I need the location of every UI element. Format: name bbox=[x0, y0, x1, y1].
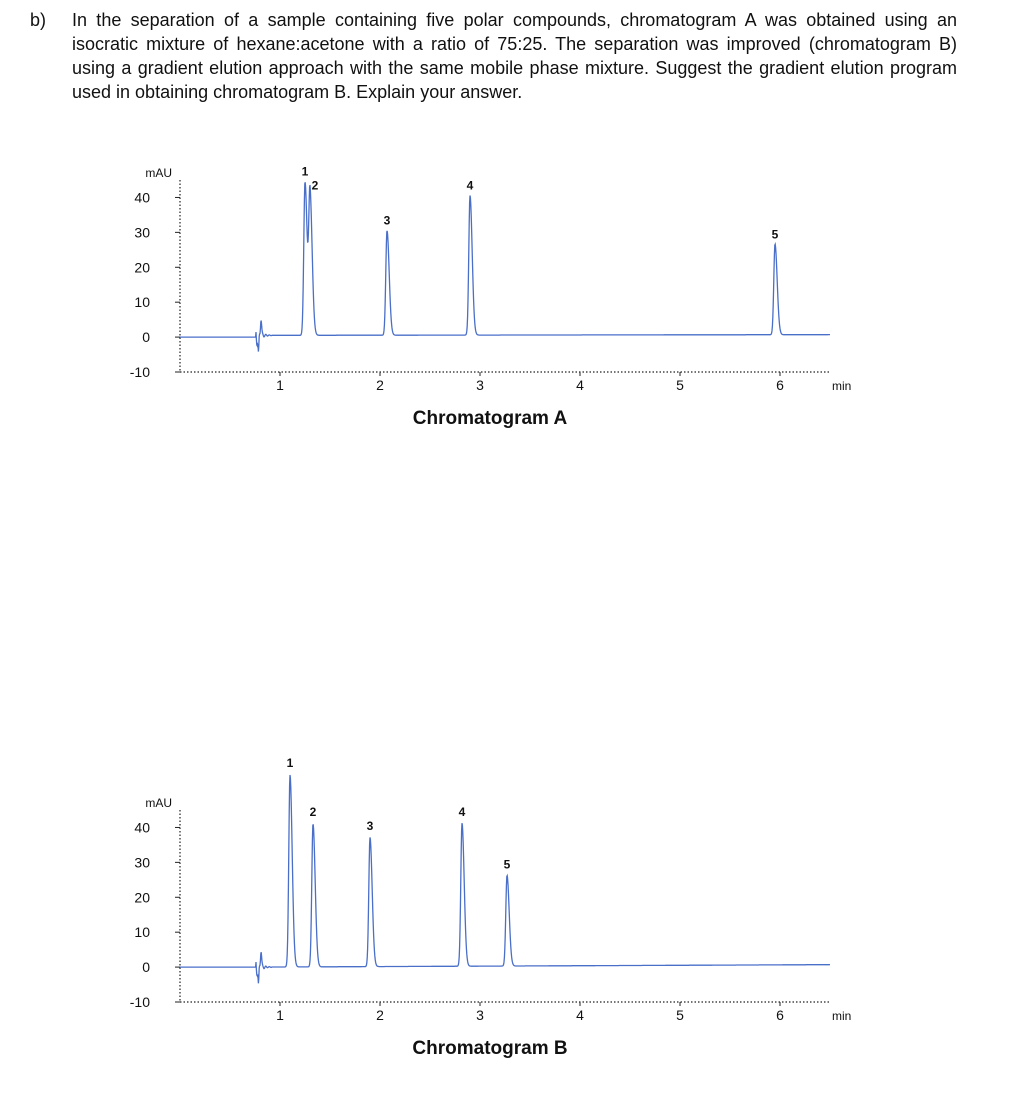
y-tick-label: 40 bbox=[134, 819, 150, 836]
y-tick-label: 0 bbox=[142, 959, 150, 976]
x-tick-label: 1 bbox=[276, 377, 284, 393]
peak-label-4: 4 bbox=[466, 178, 474, 193]
x-tick-label: 6 bbox=[776, 1007, 784, 1023]
chromatogram-a bbox=[0, 150, 1028, 440]
y-tick-label: 30 bbox=[134, 224, 150, 241]
x-tick-label: 1 bbox=[276, 1007, 284, 1023]
y-tick-label: 0 bbox=[142, 329, 150, 346]
y-axis-label: mAU bbox=[145, 796, 172, 811]
y-tick-label: 20 bbox=[134, 259, 150, 276]
y-tick-label: 20 bbox=[134, 889, 150, 906]
peak-label-1: 1 bbox=[301, 164, 309, 179]
chart-title: Chromatogram A bbox=[412, 408, 568, 429]
x-tick-label: 6 bbox=[776, 377, 784, 393]
x-tick-label: 4 bbox=[576, 1007, 584, 1023]
question-label: b) bbox=[30, 10, 47, 30]
chart-title: Chromatogram B bbox=[412, 1038, 568, 1059]
x-tick-label: 4 bbox=[576, 377, 584, 393]
x-tick-label: 3 bbox=[476, 377, 484, 393]
x-tick-label: 5 bbox=[676, 377, 684, 393]
y-axis-label: mAU bbox=[145, 166, 172, 181]
x-axis-unit: min bbox=[832, 379, 852, 393]
x-tick-label: 5 bbox=[676, 1007, 684, 1023]
peak-label-2: 2 bbox=[311, 178, 319, 193]
chromatogram-trace bbox=[180, 775, 830, 983]
x-tick-label: 2 bbox=[376, 1007, 384, 1023]
peak-label-4: 4 bbox=[458, 804, 466, 819]
chromatogram-b bbox=[0, 756, 1028, 1070]
x-tick-label: 2 bbox=[376, 377, 384, 393]
x-tick-label: 3 bbox=[476, 1007, 484, 1023]
y-tick-label: 10 bbox=[134, 294, 150, 311]
peak-label-5: 5 bbox=[771, 227, 779, 242]
y-tick-label: 40 bbox=[134, 189, 150, 206]
y-tick-label: 30 bbox=[134, 854, 150, 871]
peak-label-2: 2 bbox=[309, 804, 317, 819]
peak-label-3: 3 bbox=[366, 818, 374, 833]
y-tick-label: -10 bbox=[129, 994, 150, 1010]
chromatogram-trace bbox=[180, 182, 830, 351]
y-tick-label: -10 bbox=[129, 364, 150, 380]
x-axis-unit: min bbox=[832, 1009, 852, 1023]
peak-label-3: 3 bbox=[383, 213, 391, 228]
y-tick-label: 10 bbox=[134, 924, 150, 941]
peak-label-5: 5 bbox=[503, 857, 511, 872]
peak-label-1: 1 bbox=[286, 756, 294, 771]
question-text: In the separation of a sample containing five polar compounds, chromatogram A was obtained using an isocratic mixture of hexane:acetone with a ratio of 75:25. The separation was improved (chromatogram B) using a gradient elution approach with the same mobile phase mixture. Suggest the gradient elution program used in obtaining chromatogram B. Explain your answer. bbox=[72, 10, 957, 102]
